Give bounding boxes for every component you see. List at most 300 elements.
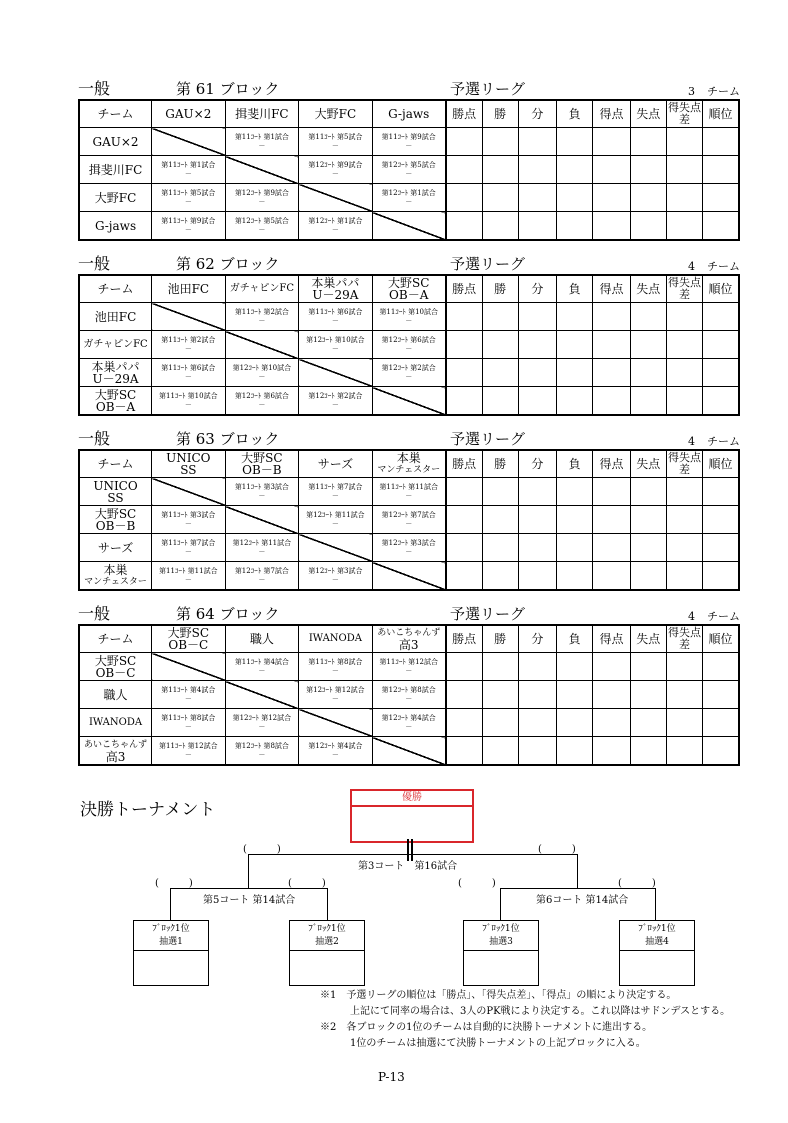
note-line: ※2 各ブロックの1位のチームは自動的に決勝トーナメントに進出する。 <box>320 1022 653 1033</box>
match-score: － <box>258 722 266 731</box>
self-match-cell <box>152 478 226 506</box>
block-header <box>78 254 740 274</box>
match-score: － <box>405 722 413 731</box>
slot4-drop <box>655 888 656 920</box>
self-match-cell <box>152 653 226 681</box>
match-cell <box>225 303 299 331</box>
block-header <box>78 604 740 624</box>
paren-slot3: ( ) <box>458 878 496 889</box>
stat-cell <box>593 387 630 416</box>
stat-cell <box>630 681 666 709</box>
bracket-slot-1 <box>133 920 209 986</box>
semi-right-label: 第6コート 第14試合 <box>536 895 629 906</box>
stat-cell <box>518 681 556 709</box>
match-info: 第11ｺｰﾄ 第1試合 <box>161 160 216 169</box>
slot-line1: ﾌﾞﾛｯｸ1位 <box>638 924 676 934</box>
match-score: － <box>405 316 413 325</box>
self-match-cell <box>225 506 299 534</box>
stat-cell <box>482 653 518 681</box>
stat-cell <box>666 184 702 212</box>
match-score: － <box>258 575 266 584</box>
stat-cell <box>630 212 666 241</box>
table-row <box>79 184 739 212</box>
stat-cell <box>518 534 556 562</box>
match-score: － <box>258 225 266 234</box>
match-cell <box>372 681 446 709</box>
match-score: － <box>405 519 413 528</box>
match-score: － <box>331 491 339 500</box>
self-match-cell <box>372 212 446 241</box>
match-cell <box>152 737 226 766</box>
stat-cell <box>703 331 739 359</box>
team-name: 大野FC <box>94 190 137 205</box>
stat-cell <box>518 562 556 591</box>
match-cell <box>225 184 299 212</box>
stat-cell <box>703 709 739 737</box>
stat-cell <box>630 156 666 184</box>
match-cell <box>225 478 299 506</box>
stat-cell <box>703 681 739 709</box>
match-info: 第11ｺｰﾄ 第10試合 <box>379 307 438 316</box>
match-cell <box>372 331 446 359</box>
row-team <box>79 681 152 709</box>
stat-header: 分 <box>518 275 556 303</box>
match-info: 第11ｺｰﾄ 第6試合 <box>161 363 216 372</box>
team-name: 本巣パパ U－29A <box>311 276 360 302</box>
match-cell <box>225 212 299 241</box>
table-row <box>79 737 739 766</box>
stat-cell <box>518 359 556 387</box>
stat-header: 負 <box>557 625 593 653</box>
stat-cell <box>630 478 666 506</box>
match-cell <box>299 506 373 534</box>
row-team <box>79 506 152 534</box>
team-name: 大野SC OB－A <box>388 276 430 302</box>
stat-cell <box>593 506 630 534</box>
stat-cell <box>557 737 593 766</box>
stat-cell <box>666 331 702 359</box>
stat-cell <box>482 387 518 416</box>
match-cell <box>372 653 446 681</box>
stat-cell <box>703 359 739 387</box>
note-line: 上記にて同率の場合は、3人のPK戦により決定する。これ以降はサドンデスとする。 <box>320 1006 731 1017</box>
stat-cell <box>446 128 482 156</box>
stat-cell <box>446 303 482 331</box>
match-info: 第12ｺｰﾄ 第7試合 <box>381 510 436 519</box>
match-score: － <box>184 694 192 703</box>
match-cell <box>299 681 373 709</box>
stat-cell <box>593 737 630 766</box>
note-line: 1位のチームは抽選にて決勝トーナメントの上記ブロックに入る。 <box>320 1038 646 1049</box>
stat-cell <box>630 331 666 359</box>
stat-header: 失点 <box>630 100 666 128</box>
stat-cell <box>557 534 593 562</box>
team-column-header <box>152 450 226 478</box>
block-header <box>78 79 740 99</box>
match-score: － <box>331 750 339 759</box>
league-table <box>78 99 740 241</box>
stat-cell <box>482 534 518 562</box>
stat-cell <box>557 359 593 387</box>
team-count-value: 4 <box>688 435 695 448</box>
match-cell <box>299 156 373 184</box>
stat-header: 負 <box>557 100 593 128</box>
match-score: － <box>331 400 339 409</box>
row-team <box>79 128 152 156</box>
stat-header: 失点 <box>630 450 666 478</box>
table-row <box>79 128 739 156</box>
stat-cell <box>703 478 739 506</box>
page-number: P-13 <box>378 1070 405 1084</box>
stat-cell <box>482 562 518 591</box>
row-team <box>79 709 152 737</box>
stat-cell <box>482 506 518 534</box>
team-name: 大野SC OB－C <box>167 626 210 652</box>
block-header <box>78 429 740 449</box>
slot-line1: ﾌﾞﾛｯｸ1位 <box>152 924 190 934</box>
stat-cell <box>446 534 482 562</box>
match-info: 第11ｺｰﾄ 第9試合 <box>161 216 216 225</box>
league-table <box>78 624 740 766</box>
stat-cell <box>557 709 593 737</box>
stat-cell <box>666 534 702 562</box>
match-info: 第12ｺｰﾄ 第12試合 <box>232 713 292 722</box>
table-row <box>79 681 739 709</box>
self-match-cell <box>372 387 446 416</box>
match-cell <box>152 331 226 359</box>
stat-cell <box>518 709 556 737</box>
stat-cell <box>518 156 556 184</box>
stat-cell <box>666 128 702 156</box>
stat-cell <box>703 737 739 766</box>
match-info: 第12ｺｰﾄ 第5試合 <box>234 216 289 225</box>
match-cell <box>372 534 446 562</box>
stat-cell <box>446 737 482 766</box>
stat-cell <box>557 478 593 506</box>
match-info: 第11ｺｰﾄ 第2試合 <box>234 307 289 316</box>
match-info: 第11ｺｰﾄ 第11試合 <box>379 482 438 491</box>
stat-cell <box>666 681 702 709</box>
match-info: 第12ｺｰﾄ 第10試合 <box>306 335 365 344</box>
stat-cell <box>446 359 482 387</box>
match-score: － <box>258 372 266 381</box>
match-info: 第11ｺｰﾄ 第4試合 <box>234 657 289 666</box>
slot-line2: 抽選4 <box>645 937 669 947</box>
team-column-header <box>372 625 446 653</box>
stat-cell <box>666 156 702 184</box>
stat-header: 勝 <box>482 100 518 128</box>
team-name: 揖斐川FC <box>88 162 143 177</box>
team-name: IWANODA <box>308 633 362 644</box>
match-cell <box>152 709 226 737</box>
stat-header: 勝点 <box>446 450 482 478</box>
team-name: 職人 <box>103 687 128 702</box>
match-score: － <box>184 575 192 584</box>
match-cell <box>299 562 373 591</box>
match-cell <box>225 359 299 387</box>
team-column-header <box>225 625 299 653</box>
match-score: － <box>405 491 413 500</box>
block-category: 一般 <box>78 254 111 273</box>
match-cell <box>372 184 446 212</box>
team-count-suffix: チーム <box>707 610 740 623</box>
stat-cell <box>593 184 630 212</box>
stat-cell <box>703 387 739 416</box>
row-team <box>79 359 152 387</box>
row-team <box>79 156 152 184</box>
stat-cell <box>593 359 630 387</box>
match-score: － <box>331 141 339 150</box>
stat-cell <box>446 709 482 737</box>
stat-cell <box>703 562 739 591</box>
paren-slot4: ( ) <box>618 878 656 889</box>
match-info: 第11ｺｰﾄ 第12試合 <box>379 657 438 666</box>
paren-final-left: ( ) <box>243 844 281 855</box>
team-count-value: 4 <box>688 610 695 623</box>
match-info: 第11ｺｰﾄ 第7試合 <box>161 538 216 547</box>
stat-cell <box>703 303 739 331</box>
league-block <box>78 79 740 241</box>
stat-cell <box>446 212 482 241</box>
match-cell <box>225 128 299 156</box>
self-match-cell <box>152 128 226 156</box>
match-info: 第12ｺｰﾄ 第6試合 <box>381 335 436 344</box>
self-match-cell <box>299 184 373 212</box>
paren-slot1: ( ) <box>155 878 193 889</box>
stat-cell <box>557 303 593 331</box>
match-cell <box>225 534 299 562</box>
match-info: 第12ｺｰﾄ 第4試合 <box>308 741 363 750</box>
stat-header: 勝 <box>482 450 518 478</box>
table-row <box>79 331 739 359</box>
team-name: UNICO SS <box>166 451 211 477</box>
stat-header: 勝点 <box>446 625 482 653</box>
match-cell <box>152 562 226 591</box>
row-team <box>79 303 152 331</box>
block-title: 第 63 ブロック <box>176 430 280 448</box>
stat-header: 勝 <box>482 625 518 653</box>
row-team <box>79 737 152 766</box>
stat-header: 得点 <box>593 275 630 303</box>
match-cell <box>299 128 373 156</box>
stat-cell <box>703 534 739 562</box>
team-header: チーム <box>79 275 152 303</box>
block-league: 予選リーグ <box>450 80 526 98</box>
match-info: 第11ｺｰﾄ 第3試合 <box>161 510 216 519</box>
match-cell <box>372 506 446 534</box>
team-name: 池田FC <box>167 282 210 296</box>
match-info: 第12ｺｰﾄ 第5試合 <box>381 160 436 169</box>
stat-cell <box>446 562 482 591</box>
stat-cell <box>666 387 702 416</box>
stat-header: 得点 <box>593 625 630 653</box>
match-info: 第12ｺｰﾄ 第9試合 <box>308 160 363 169</box>
stat-cell <box>482 359 518 387</box>
stat-cell <box>482 681 518 709</box>
stat-cell <box>593 478 630 506</box>
match-info: 第11ｺｰﾄ 第9試合 <box>381 132 436 141</box>
stat-header: 得失点差 <box>667 451 701 476</box>
stat-header: 勝点 <box>446 275 482 303</box>
stat-cell <box>518 737 556 766</box>
match-cell <box>225 709 299 737</box>
stat-cell <box>630 184 666 212</box>
tournament-title: 決勝トーナメント <box>80 800 216 820</box>
stat-cell <box>630 303 666 331</box>
winner-label: 優勝 <box>352 791 472 807</box>
stat-cell <box>518 303 556 331</box>
stat-header: 得点 <box>593 450 630 478</box>
match-cell <box>299 212 373 241</box>
match-info: 第11ｺｰﾄ 第7試合 <box>308 482 363 491</box>
match-info: 第12ｺｰﾄ 第11試合 <box>232 538 292 547</box>
match-cell <box>152 387 226 416</box>
match-score: － <box>331 519 339 528</box>
match-info: 第12ｺｰﾄ 第2試合 <box>381 363 436 372</box>
table-row <box>79 506 739 534</box>
stat-cell <box>446 387 482 416</box>
stat-cell <box>557 128 593 156</box>
note-line: ※1 予選リーグの順位は「勝点」、「得失点差」、「得点」の順により決定する。 <box>320 990 677 1001</box>
match-info: 第12ｺｰﾄ 第1試合 <box>308 216 363 225</box>
match-score: － <box>258 141 266 150</box>
paren-slot2: ( ) <box>288 878 326 889</box>
match-score: － <box>405 197 413 206</box>
stat-cell <box>666 506 702 534</box>
league-block <box>78 254 740 416</box>
team-name: UNICO SS <box>93 478 138 505</box>
team-column-header <box>225 100 299 128</box>
team-name: 大野SC OB－B <box>241 451 283 477</box>
match-info: 第11ｺｰﾄ 第5試合 <box>161 188 216 197</box>
match-info: 第12ｺｰﾄ 第7試合 <box>234 566 289 575</box>
stat-cell <box>446 681 482 709</box>
match-cell <box>372 303 446 331</box>
stat-cell <box>593 128 630 156</box>
stat-header: 負 <box>557 450 593 478</box>
block-category: 一般 <box>78 79 111 98</box>
stat-cell <box>482 156 518 184</box>
team-count <box>688 83 740 99</box>
stat-cell <box>666 709 702 737</box>
match-cell <box>225 653 299 681</box>
team-name: 池田FC <box>94 309 137 324</box>
slot2-drop <box>327 888 328 920</box>
stat-cell <box>446 331 482 359</box>
stat-cell <box>518 653 556 681</box>
stat-cell <box>593 709 630 737</box>
self-match-cell <box>225 681 299 709</box>
team-count-value: 4 <box>688 260 695 273</box>
match-cell <box>299 331 373 359</box>
match-score: － <box>258 400 266 409</box>
block-league: 予選リーグ <box>450 430 526 448</box>
row-team <box>79 184 152 212</box>
match-cell <box>152 681 226 709</box>
stat-header: 得点 <box>593 100 630 128</box>
row-team <box>79 478 152 506</box>
stat-cell <box>518 387 556 416</box>
stat-cell <box>482 212 518 241</box>
stat-cell <box>593 534 630 562</box>
match-cell <box>299 737 373 766</box>
match-cell <box>152 212 226 241</box>
table-row <box>79 478 739 506</box>
match-score: － <box>331 694 339 703</box>
stat-cell <box>593 303 630 331</box>
match-cell <box>372 128 446 156</box>
match-score: － <box>405 694 413 703</box>
row-team <box>79 212 152 241</box>
match-info: 第11ｺｰﾄ 第11試合 <box>159 566 218 575</box>
row-team <box>79 653 152 681</box>
block-title: 第 62 ブロック <box>176 255 280 273</box>
stat-cell <box>703 653 739 681</box>
stat-cell <box>666 303 702 331</box>
team-count-suffix: チーム <box>707 260 740 273</box>
stat-cell <box>518 331 556 359</box>
notes <box>320 988 730 1052</box>
team-count <box>688 433 740 449</box>
stat-cell <box>666 562 702 591</box>
match-info: 第11ｺｰﾄ 第8試合 <box>161 713 216 722</box>
stat-cell <box>557 387 593 416</box>
team-column-header <box>152 625 226 653</box>
stat-cell <box>593 653 630 681</box>
self-match-cell <box>225 331 299 359</box>
stat-cell <box>482 184 518 212</box>
slot-line1: ﾌﾞﾛｯｸ1位 <box>482 924 520 934</box>
stat-header: 得失点差 <box>667 101 701 126</box>
match-score: － <box>331 169 339 178</box>
match-score: － <box>258 666 266 675</box>
match-info: 第12ｺｰﾄ 第8試合 <box>234 741 289 750</box>
stat-cell <box>630 534 666 562</box>
team-column-header <box>152 100 226 128</box>
slot3-drop <box>500 888 501 920</box>
table-row <box>79 303 739 331</box>
match-info: 第12ｺｰﾄ 第1試合 <box>381 188 436 197</box>
team-name: サーズ <box>97 540 134 555</box>
match-cell <box>152 156 226 184</box>
team-name: 本巣 マンチェスター <box>377 451 441 475</box>
stat-cell <box>446 478 482 506</box>
match-score: － <box>184 197 192 206</box>
match-info: 第12ｺｰﾄ 第9試合 <box>234 188 289 197</box>
match-info: 第12ｺｰﾄ 第10試合 <box>232 363 292 372</box>
match-score: － <box>184 344 192 353</box>
match-score: － <box>184 722 192 731</box>
match-score: － <box>258 197 266 206</box>
match-cell <box>225 562 299 591</box>
stat-cell <box>630 562 666 591</box>
match-info: 第11ｺｰﾄ 第12試合 <box>159 741 218 750</box>
match-cell <box>299 478 373 506</box>
slot1-drop <box>170 888 171 920</box>
match-cell <box>225 737 299 766</box>
bracket-slot-2 <box>289 920 365 986</box>
match-info: 第11ｺｰﾄ 第5試合 <box>308 132 363 141</box>
table-row <box>79 534 739 562</box>
block-league: 予選リーグ <box>450 255 526 273</box>
team-name: 本巣パパ U－29A <box>91 359 140 386</box>
stat-cell <box>557 562 593 591</box>
stat-cell <box>630 128 666 156</box>
match-info: 第12ｺｰﾄ 第2試合 <box>308 391 363 400</box>
block-title: 第 61 ブロック <box>176 80 280 98</box>
self-match-cell <box>225 156 299 184</box>
match-info: 第12ｺｰﾄ 第4試合 <box>381 713 436 722</box>
